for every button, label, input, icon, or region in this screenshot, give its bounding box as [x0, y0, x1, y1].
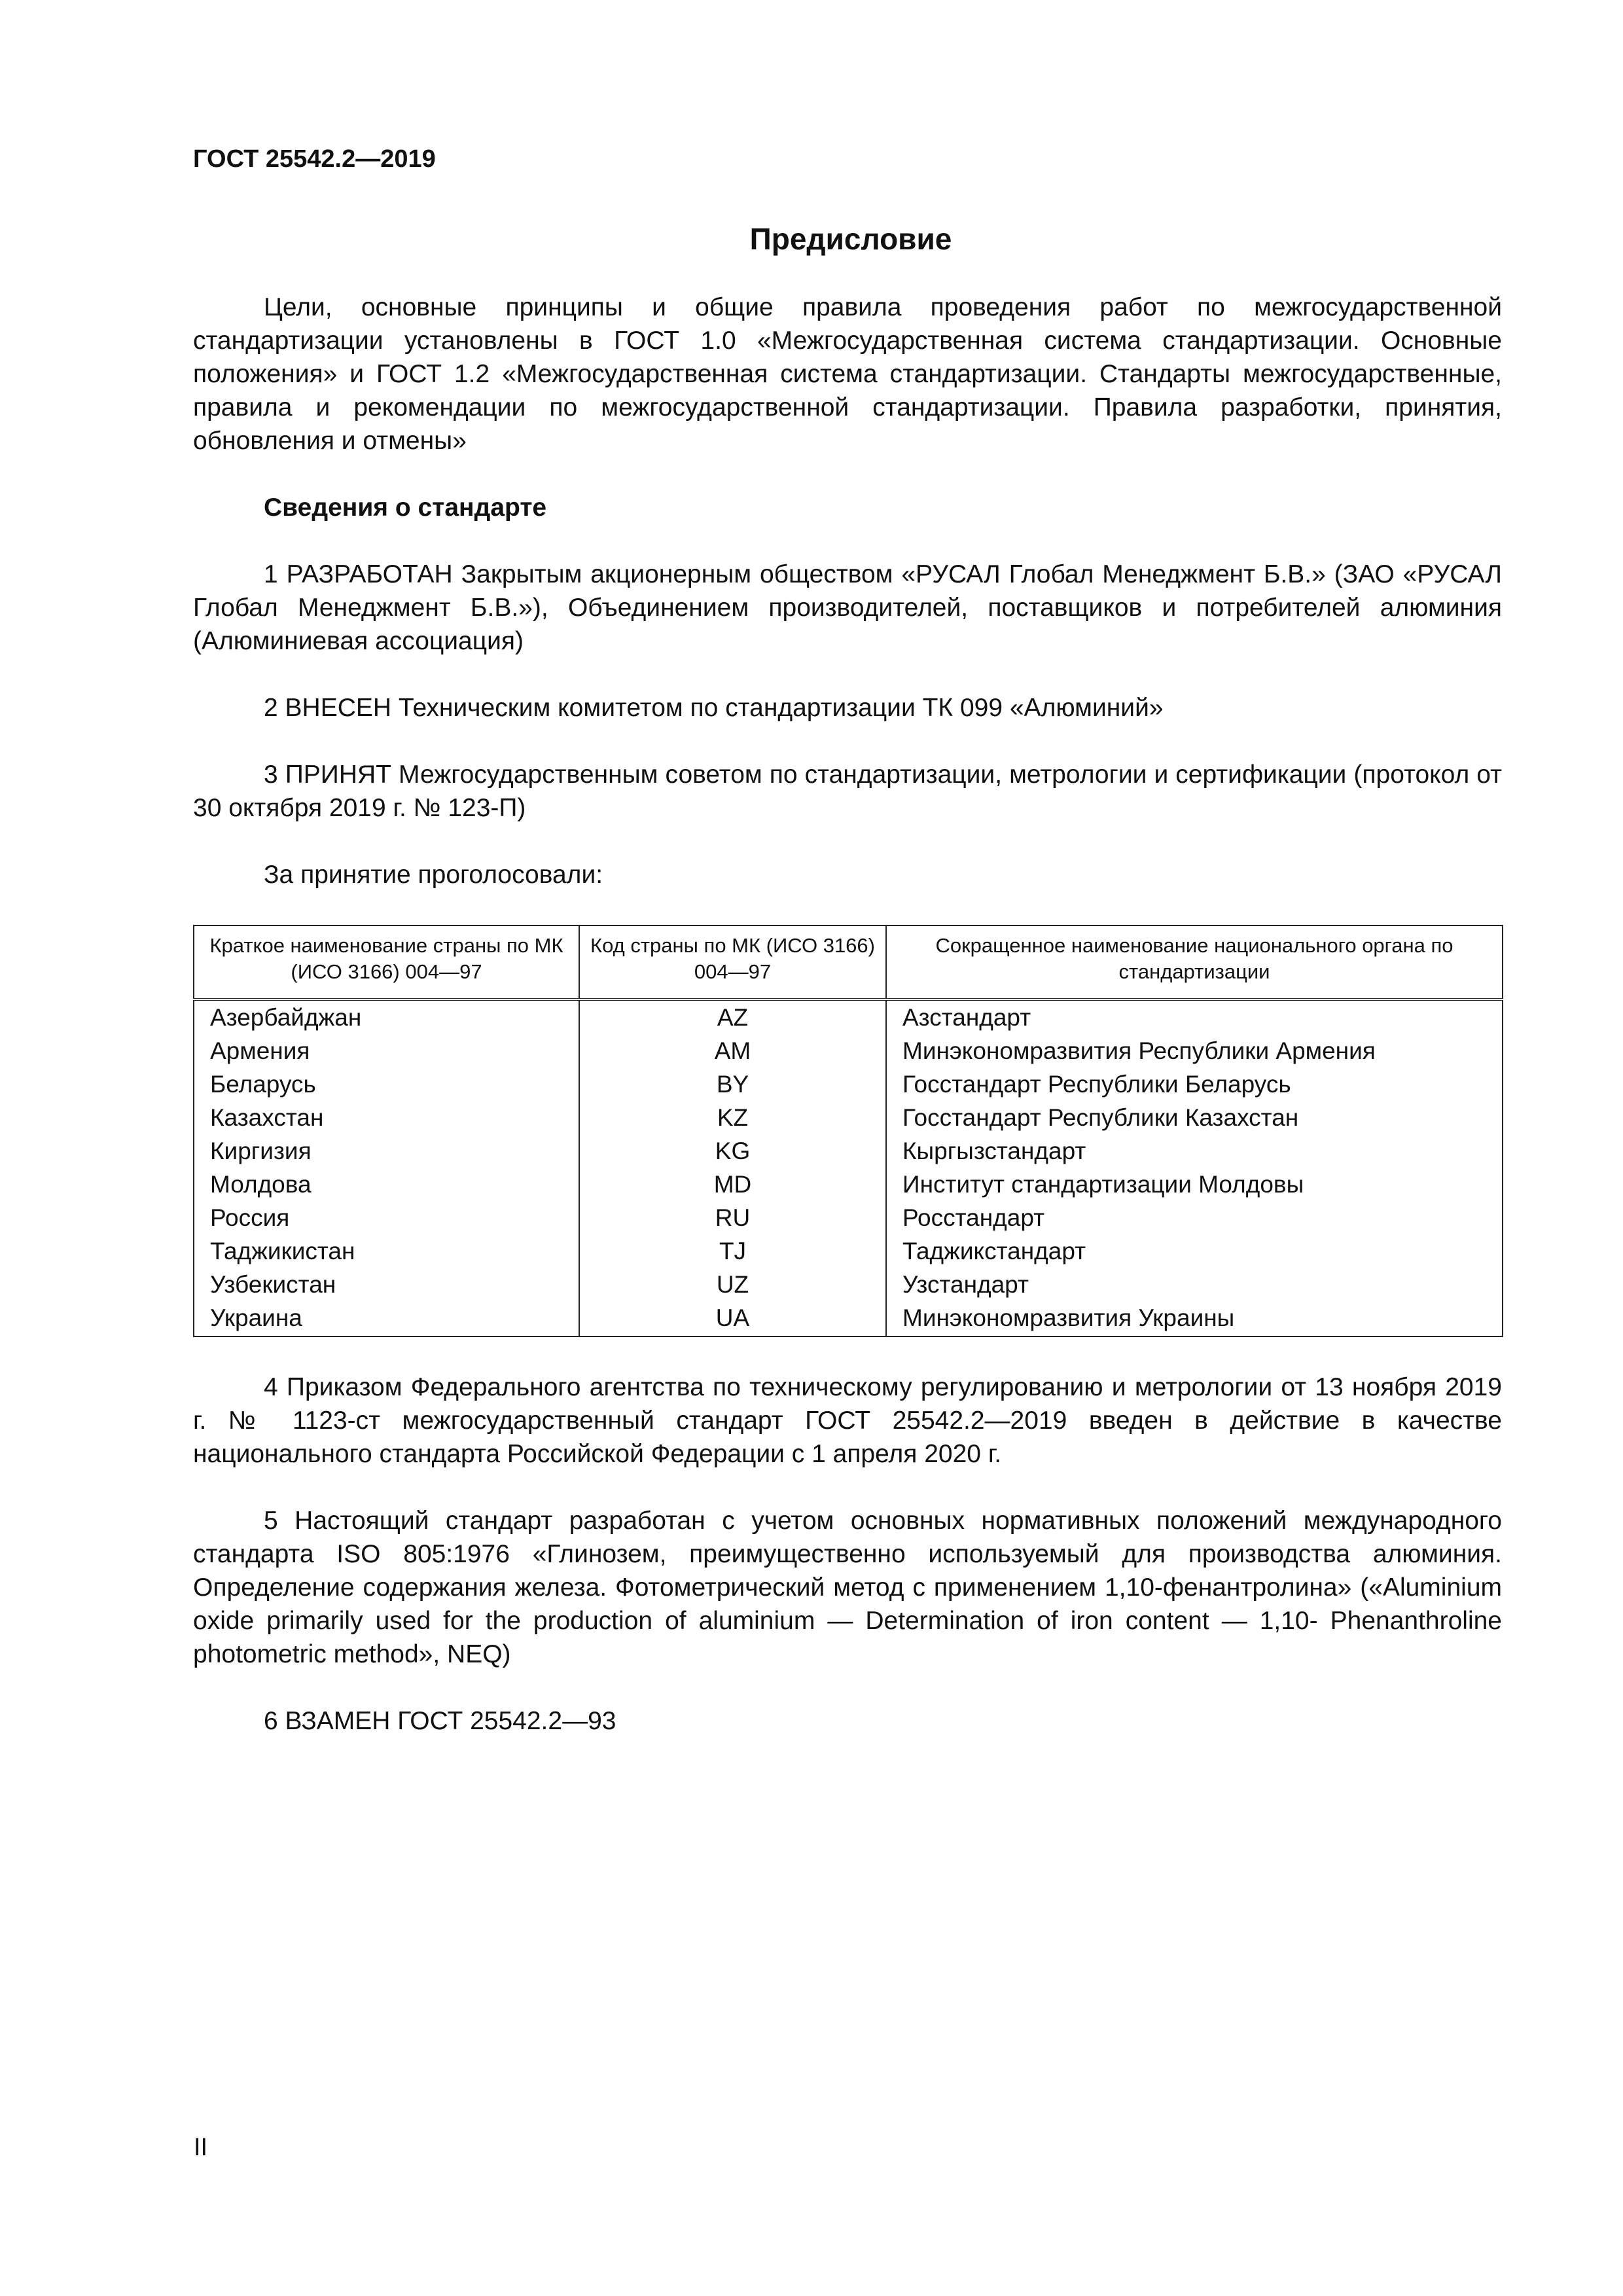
table-row: [194, 999, 1503, 1034]
item-submitted: 2 ВНЕСЕН Техническим комитетом по стандартизации ТК 099 «Алюминий»: [264, 694, 1164, 722]
body-cell: Узстандарт: [902, 1271, 1029, 1298]
table-row: [194, 1034, 1503, 1067]
table-row: [194, 1134, 1503, 1168]
code-cell: BY: [579, 1067, 886, 1101]
code-cell: MD: [579, 1168, 886, 1201]
body-cell: Минэкономразвития Украины: [902, 1304, 1235, 1331]
page-content: [193, 291, 1502, 1738]
header-code: Код страны по МК (ИСО 3166) 004—97: [579, 925, 886, 999]
body-cell: Росстандарт: [902, 1204, 1045, 1231]
code-cell: KZ: [579, 1101, 886, 1134]
item-enacted: 4 Приказом Федерального агентства по техническому регулированию и метрологии от 13 ноября 2019 г. № 1123-ст межгосударственный стандарт ГОСТ 25542.2—2019 введен в действие в качестве национального стандарта Российской Федерации с 1 апреля 2020 г.: [193, 1373, 1502, 1468]
body-cell: Минэкономразвития Республики Армения: [902, 1037, 1376, 1064]
body-cell: Госстандарт Республики Казахстан: [902, 1104, 1299, 1131]
page-title: Предисловие: [749, 222, 952, 256]
country-cell: Казахстан: [194, 1101, 579, 1134]
country-cell: Азербайджан: [194, 999, 579, 1034]
country-cell: Украина: [194, 1301, 579, 1336]
intro-paragraph: Цели, основные принципы и общие правила проведения работ по межгосударственной стандартизации установлены в ГОСТ 1.0 «Межгосударственная система стандартизации. Основные положения» и ГОСТ 1.2 «Межгосударственная система стандартизации. Стандарты межгосударственные, правила и рекомендации по межгосударственной стандартизации. Правила разработки, принятия, обновления и отмены»: [193, 293, 1502, 455]
votes-intro: За принятие проголосовали:: [264, 861, 603, 889]
table-row: [194, 1067, 1503, 1101]
country-cell: Таджикистан: [194, 1234, 579, 1268]
table-row: [194, 1101, 1503, 1134]
code-cell: UZ: [579, 1268, 886, 1301]
item-adopted: 3 ПРИНЯТ Межгосударственным советом по стандартизации, метрологии и сертификации (протокол от 30 октября 2019 г. № 123-П): [193, 761, 1502, 822]
table-row: [194, 1201, 1503, 1234]
table-header-row: [194, 925, 1503, 999]
country-cell: Молдова: [194, 1168, 579, 1201]
header-country: Краткое наименование страны по МК (ИСО 3166) 004—97: [194, 925, 579, 999]
body-cell: Госстандарт Республики Беларусь: [902, 1071, 1291, 1098]
voting-table: [193, 925, 1503, 1337]
document-code: ГОСТ 25542.2—2019: [193, 145, 436, 173]
section-heading: Сведения о стандарте: [264, 493, 547, 522]
header-body: Сокращенное наименование национального органа по стандартизации: [886, 925, 1503, 999]
table-row: [194, 1234, 1503, 1268]
table-row: [194, 1168, 1503, 1201]
code-cell: UA: [579, 1301, 886, 1336]
code-cell: TJ: [579, 1234, 886, 1268]
table-row: [194, 1301, 1503, 1336]
body-cell: Кыргызстандарт: [902, 1138, 1086, 1164]
country-cell: Киргизия: [194, 1134, 579, 1168]
code-cell: AZ: [579, 999, 886, 1034]
body-cell: Таджикстандарт: [902, 1238, 1086, 1265]
code-cell: AM: [579, 1034, 886, 1067]
country-cell: Армения: [194, 1034, 579, 1067]
country-cell: Узбекистан: [194, 1268, 579, 1301]
page-number: II: [194, 2134, 208, 2161]
item-developed: 1 РАЗРАБОТАН Закрытым акционерным обществом «РУСАЛ Глобал Менеджмент Б.В.» (ЗАО «РУСАЛ Глобал Менеджмент Б.В.»), Объединением производителей, поставщиков и потребителей алюминия (Алюминиевая ассоциация): [193, 560, 1502, 655]
body-cell: Азстандарт: [902, 1004, 1031, 1031]
code-cell: KG: [579, 1134, 886, 1168]
item-basis: 5 Настоящий стандарт разработан с учетом основных нормативных положений международного стандарта ISO 805:1976 «Глинозем, преимущественно используемый для производства алюминия. Определение содержания железа. Фотометрический метод с применением 1,10-фенантролина» («Aluminium oxide primarily used for the production of aluminium — Determination of iron content — 1,10- Phenanthroline photometric method», NEQ): [193, 1507, 1502, 1668]
country-cell: Беларусь: [194, 1067, 579, 1101]
country-cell: Россия: [194, 1201, 579, 1234]
item-replaces: 6 ВЗАМЕН ГОСТ 25542.2—93: [264, 1707, 616, 1735]
table-row: [194, 1268, 1503, 1301]
body-cell: Институт стандартизации Молдовы: [902, 1171, 1304, 1198]
code-cell: RU: [579, 1201, 886, 1234]
